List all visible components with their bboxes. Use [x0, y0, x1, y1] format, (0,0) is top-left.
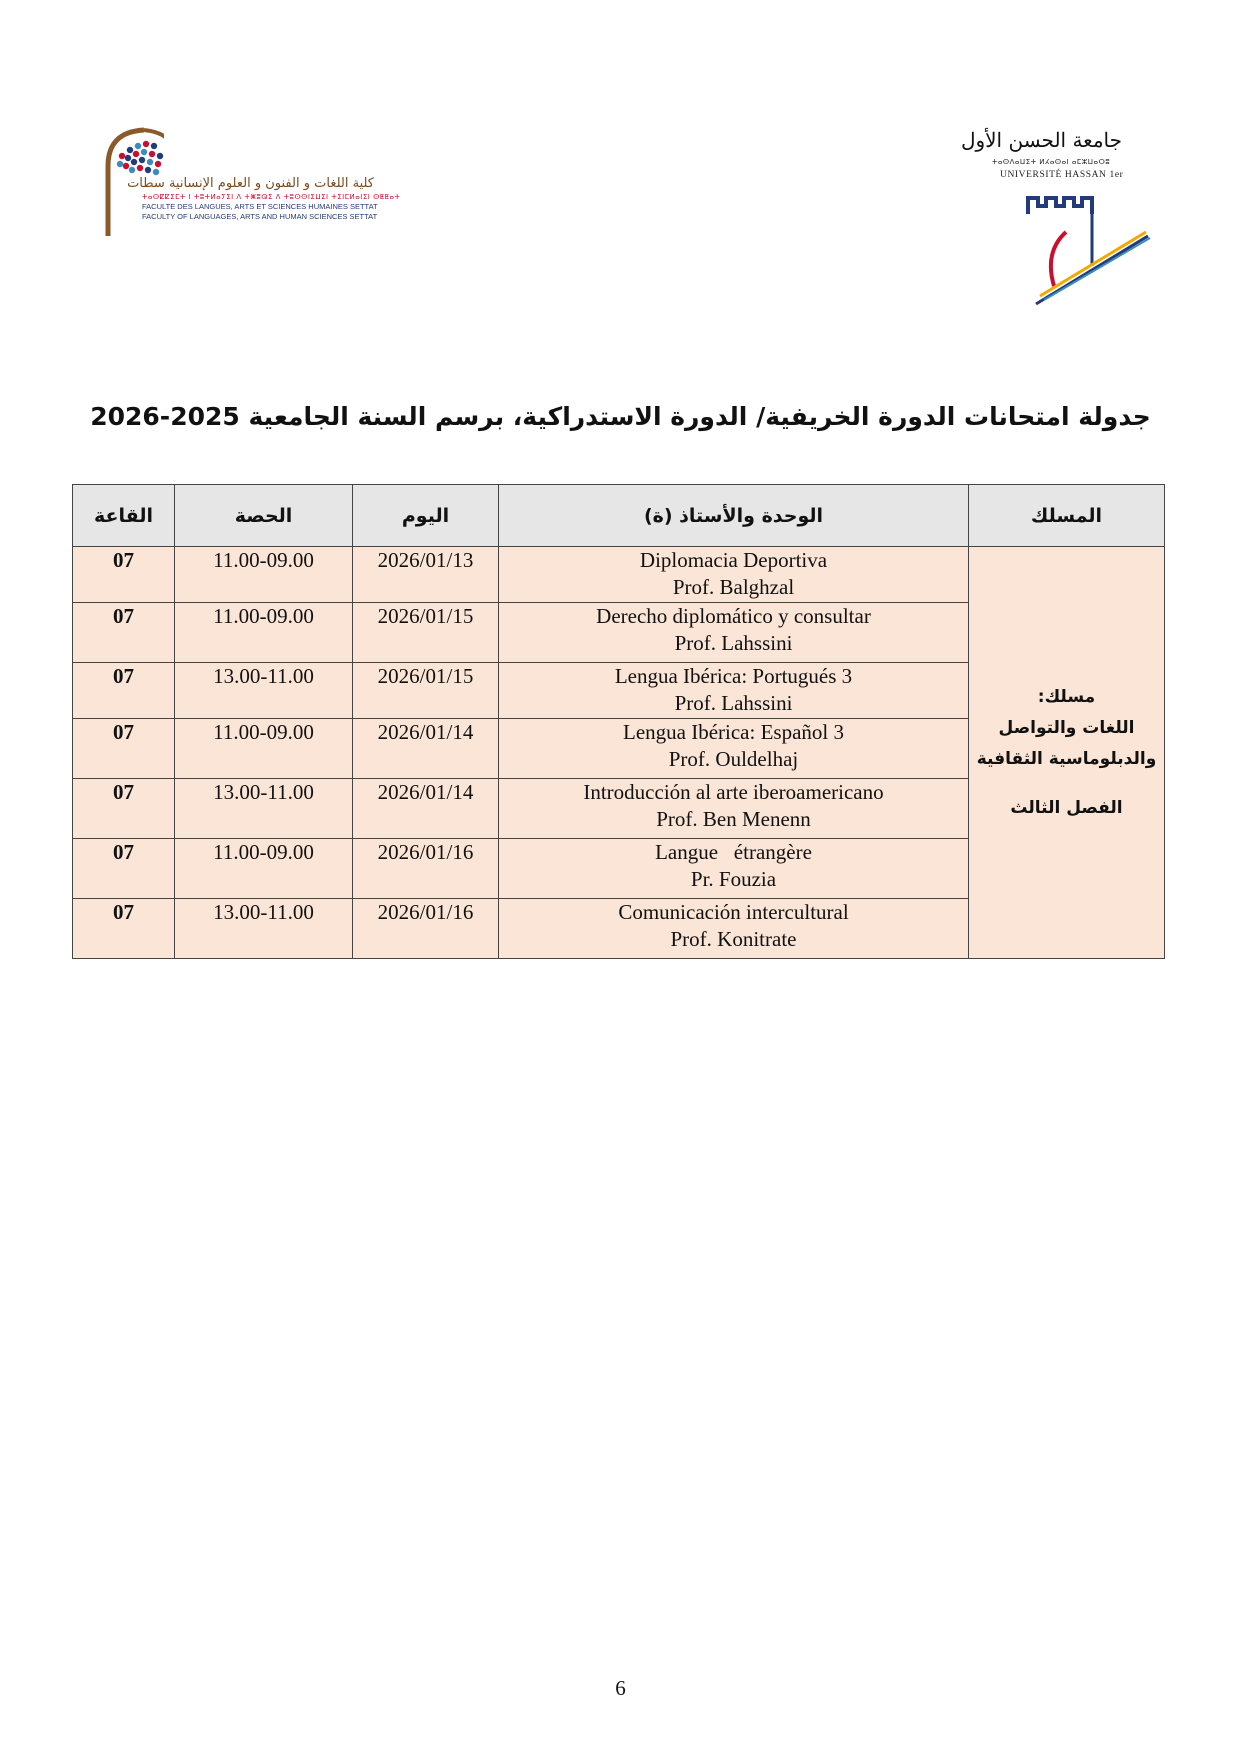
day-cell: 2026/01/14 [353, 779, 499, 839]
track-cell [969, 547, 1165, 959]
module-name: Lengua Ibérica: Portugués 3 [614, 664, 853, 688]
session-cell: 11.00-09.00 [175, 719, 353, 779]
header-track: المسلك [969, 485, 1165, 547]
room-cell: 07 [73, 719, 175, 779]
session-cell: 11.00-09.00 [175, 547, 353, 603]
module-name: Lengua Ibérica: Español 3 [623, 720, 844, 744]
faculty-name-fr: FACULTE DES LANGUES, ARTS ET SCIENCES HUMAINES SETTAT [142, 202, 378, 211]
track-line-2: والدبلوماسية الثقافية [976, 748, 1157, 769]
professor-name: Prof. Konitrate [670, 927, 797, 951]
header-module: الوحدة والأستاذ (ة) [499, 485, 969, 547]
module-cell [499, 603, 969, 663]
module-cell [499, 839, 969, 899]
day-cell: 2026/01/15 [353, 663, 499, 719]
room-cell: 07 [73, 547, 175, 603]
room-cell: 07 [73, 899, 175, 959]
professor-name: Prof. Lahssini [674, 691, 793, 715]
module-name: Diplomacia Deportiva [639, 548, 828, 572]
module-name: Derecho diplomático y consultar [596, 604, 871, 628]
day-cell: 2026/01/13 [353, 547, 499, 603]
module-cell [499, 663, 969, 719]
professor-name: Prof. Ouldelhaj [668, 747, 799, 771]
faculty-logo [104, 126, 401, 244]
table-header-row [73, 485, 1165, 547]
track-line-1: اللغات والتواصل [998, 717, 1135, 738]
faculty-name-en: FACULTY OF LANGUAGES, ARTS AND HUMAN SCIENCES SETTAT [142, 212, 378, 221]
session-cell: 11.00-09.00 [175, 603, 353, 663]
university-name-fr: UNIVERSITÉ HASSAN 1er [1000, 170, 1124, 180]
session-cell: 13.00-11.00 [175, 663, 353, 719]
page-number: 6 [615, 1676, 626, 1700]
module-cell [499, 779, 969, 839]
exam-schedule-table [72, 484, 1165, 959]
session-cell: 13.00-11.00 [175, 899, 353, 959]
university-name-ar: جامعة الحسن الأول [960, 128, 1122, 152]
module-cell [499, 899, 969, 959]
professor-name: Pr. Fouzia [690, 867, 777, 891]
faculty-name-ar: كلية اللغات و الفنون و العلوم الإنسانية سطات [127, 176, 374, 191]
table-row [73, 547, 1165, 603]
track-label: مسلك: [1037, 686, 1096, 707]
session-cell: 11.00-09.00 [175, 839, 353, 899]
header-day: اليوم [353, 485, 499, 547]
module-name: Introducción al arte iberoamericano [583, 780, 884, 804]
university-name-tifinagh: ⵜⴰⵙⴷⴰⵡⵉⵜ ⵍⵃⴰⵙⴰⵏ ⴰⵎⵣⵡⴰⵔⵓ [992, 158, 1111, 166]
header-room: القاعة [73, 485, 175, 547]
semester-label: الفصل الثالث [1010, 797, 1123, 818]
faculty-name-tifinagh: ⵜⴰⵙⵇⵇⵉⵎⵜ ⵏ ⵜⵓⵜⵍⴰⵢⵉⵏ ⴷ ⵜⵥⵓⵕⵉ ⴷ ⵜⵓⵙⵙⵏⵉⵡⵉⵏ ⵜⵉⵏⵎⵍⴰⵏⵉⵏ ⵙⵟⵟⴰⵜ [142, 193, 401, 201]
day-cell: 2026/01/15 [353, 603, 499, 663]
module-name: Langue étrangère [655, 840, 812, 864]
day-cell: 2026/01/16 [353, 839, 499, 899]
room-cell: 07 [73, 839, 175, 899]
professor-name: Prof. Lahssini [674, 631, 793, 655]
header-session: الحصة [175, 485, 353, 547]
room-cell: 07 [73, 603, 175, 663]
university-logo [960, 128, 1158, 328]
room-cell: 07 [73, 779, 175, 839]
professor-name: Prof. Balghzal [672, 575, 795, 599]
university-tower-icon [988, 186, 1158, 326]
module-cell [499, 547, 969, 603]
module-cell [499, 719, 969, 779]
module-name: Comunicación intercultural [618, 900, 849, 924]
page-title: جدولة امتحانات الدورة الخريفية/ الدورة الاستدراكية، برسم السنة الجامعية 2025-2026 [90, 402, 1151, 431]
session-cell: 13.00-11.00 [175, 779, 353, 839]
day-cell: 2026/01/16 [353, 899, 499, 959]
professor-name: Prof. Ben Menenn [656, 807, 811, 831]
room-cell: 07 [73, 663, 175, 719]
day-cell: 2026/01/14 [353, 719, 499, 779]
